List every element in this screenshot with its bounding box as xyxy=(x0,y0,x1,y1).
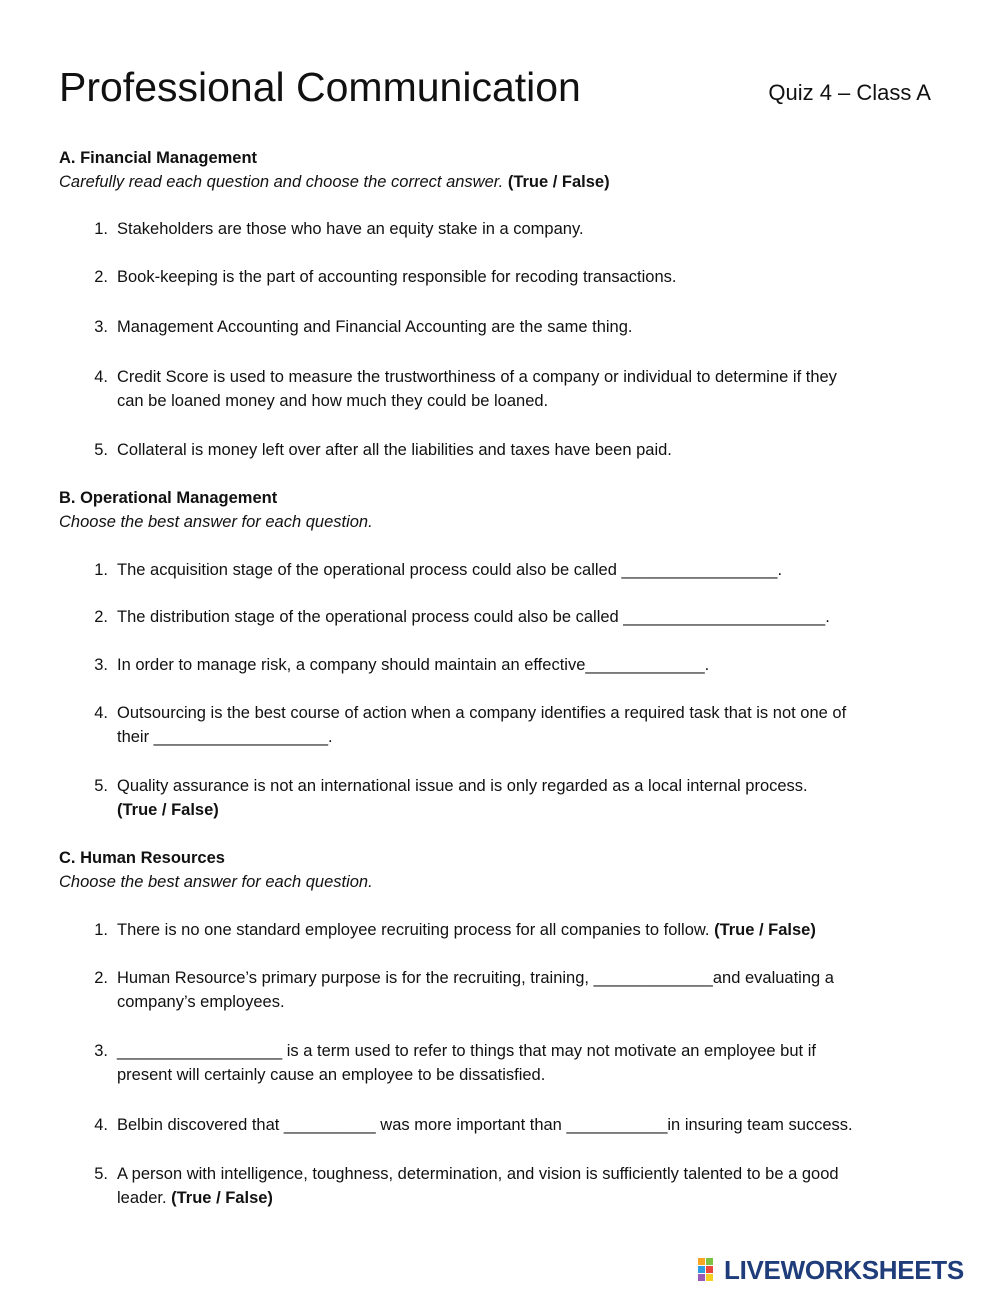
section-a-header xyxy=(59,146,939,194)
question-text: Belbin discovered that __________ was more important than ___________in insuring team success. xyxy=(117,1116,853,1134)
section-heading: A. Financial Management xyxy=(59,149,258,167)
section-instruction: Choose the best answer for each question. xyxy=(59,513,373,531)
true-false-label: (True / False) xyxy=(507,173,610,191)
question-text: A person with intelligence, toughness, determination, and vision is sufficiently talented to be a good leader. (True / False) xyxy=(117,1165,839,1207)
logo-text: LIVEWORKSHEETS xyxy=(724,1255,964,1285)
question-text: Stakeholders are those who have an equity stake in a company. xyxy=(117,220,584,238)
true-false-label: (True / False) xyxy=(714,921,816,939)
question-text: The distribution stage of the operational process could also be called ______________________. xyxy=(117,608,830,626)
section-c-header xyxy=(59,846,939,894)
question-text: Collateral is money left over after all the liabilities and taxes have been paid. xyxy=(117,441,672,459)
question-text: In order to manage risk, a company should maintain an effective_____________. xyxy=(117,656,710,674)
question-text: Book-keeping is the part of accounting responsible for recoding transactions. xyxy=(117,268,677,286)
liveworksheets-logo[interactable] xyxy=(698,1255,998,1285)
section-instruction: Carefully read each question and choose the correct answer. (True / False) xyxy=(59,173,610,191)
true-false-label: (True / False) xyxy=(171,1189,273,1207)
question-text: Management Accounting and Financial Accounting are the same thing. xyxy=(117,318,633,336)
true-false-label: (True / False) xyxy=(117,801,219,819)
question-text: Human Resource’s primary purpose is for the recruiting, training, _____________and evaluating a company’s employees. xyxy=(117,969,834,1011)
worksheet-header xyxy=(59,62,931,122)
question-text: There is no one standard employee recruiting process for all companies to follow. (True / False) xyxy=(117,921,816,939)
question-text: __________________ is a term used to refer to things that may not motivate an employee but if present will certainly cause an employee to be dissatisfied. xyxy=(117,1042,816,1084)
question-text: The acquisition stage of the operational process could also be called _________________. xyxy=(117,561,783,579)
question-text: Quality assurance is not an international issue and is only regarded as a local internal process. (True / False) xyxy=(117,777,808,819)
page-title: Professional Communication xyxy=(59,64,581,110)
section-heading: C. Human Resources xyxy=(59,849,225,867)
question-text: Outsourcing is the best course of action when a company identifies a required task that is not one of their ___________________. xyxy=(117,704,847,746)
worksheet-page: Professional Communication Quiz 4 – Class A A. Financial Management Carefully read each question and choose the correct answer. (True / False) 1. Stakeholders are those who have an equity stake in a company. 2. Book-keeping is the part of accounting responsible for recoding transactions. 3. Management Accounting and Financial Accounting are the same thing. 4. Credit Score is used to measure the trustworthiness of a company or individual to determine if they can be loaned money and how much they could be loaned. 5. Collateral is money left over after all the liabilities and taxes have been paid. B. Operational Management Choose the best answer for each question. 1. The acquisition stage of the operational process could also be called _________________. 2. The distribution stage of the operational process could also be called ______________________. 3. In order to manage risk, a company should maintain an effective_____________. 4. Outsourcing is the best course of action when a company identifies a required task that is not one of their ___________________. 5. Quality assurance is not an international issue and is only regarded as a local internal process. (True / False) C. Human Resources Choose the best answer for each question. 1. There is no one standard employee recruiting process for all companies to follow. (True / False) 2. Human Resource’s primary purpose is for the recruiting, training, _____________and evaluating a company’s employees. 3. __________________ is a term used to refer to things that may not motivate an employee but if present will certainly cause an employee to be dissatisfied. 4. Belbin discovered that __________ was more important than ___________in insuring team success. 5. A person with intelligence, toughness, determination, and vision is sufficiently talented to be a good leader. (True / False) LIVEWORKSHEETS xyxy=(0,0,1000,1291)
logo-blocks-icon xyxy=(698,1258,720,1282)
section-instruction: Choose the best answer for each question. xyxy=(59,873,373,891)
quiz-label: Quiz 4 – Class A xyxy=(768,80,931,105)
question-text: Credit Score is used to measure the trustworthiness of a company or individual to determine if they can be loaned money and how much they could be loaned. xyxy=(117,368,837,410)
section-heading: B. Operational Management xyxy=(59,489,278,507)
section-b-header xyxy=(59,486,939,534)
